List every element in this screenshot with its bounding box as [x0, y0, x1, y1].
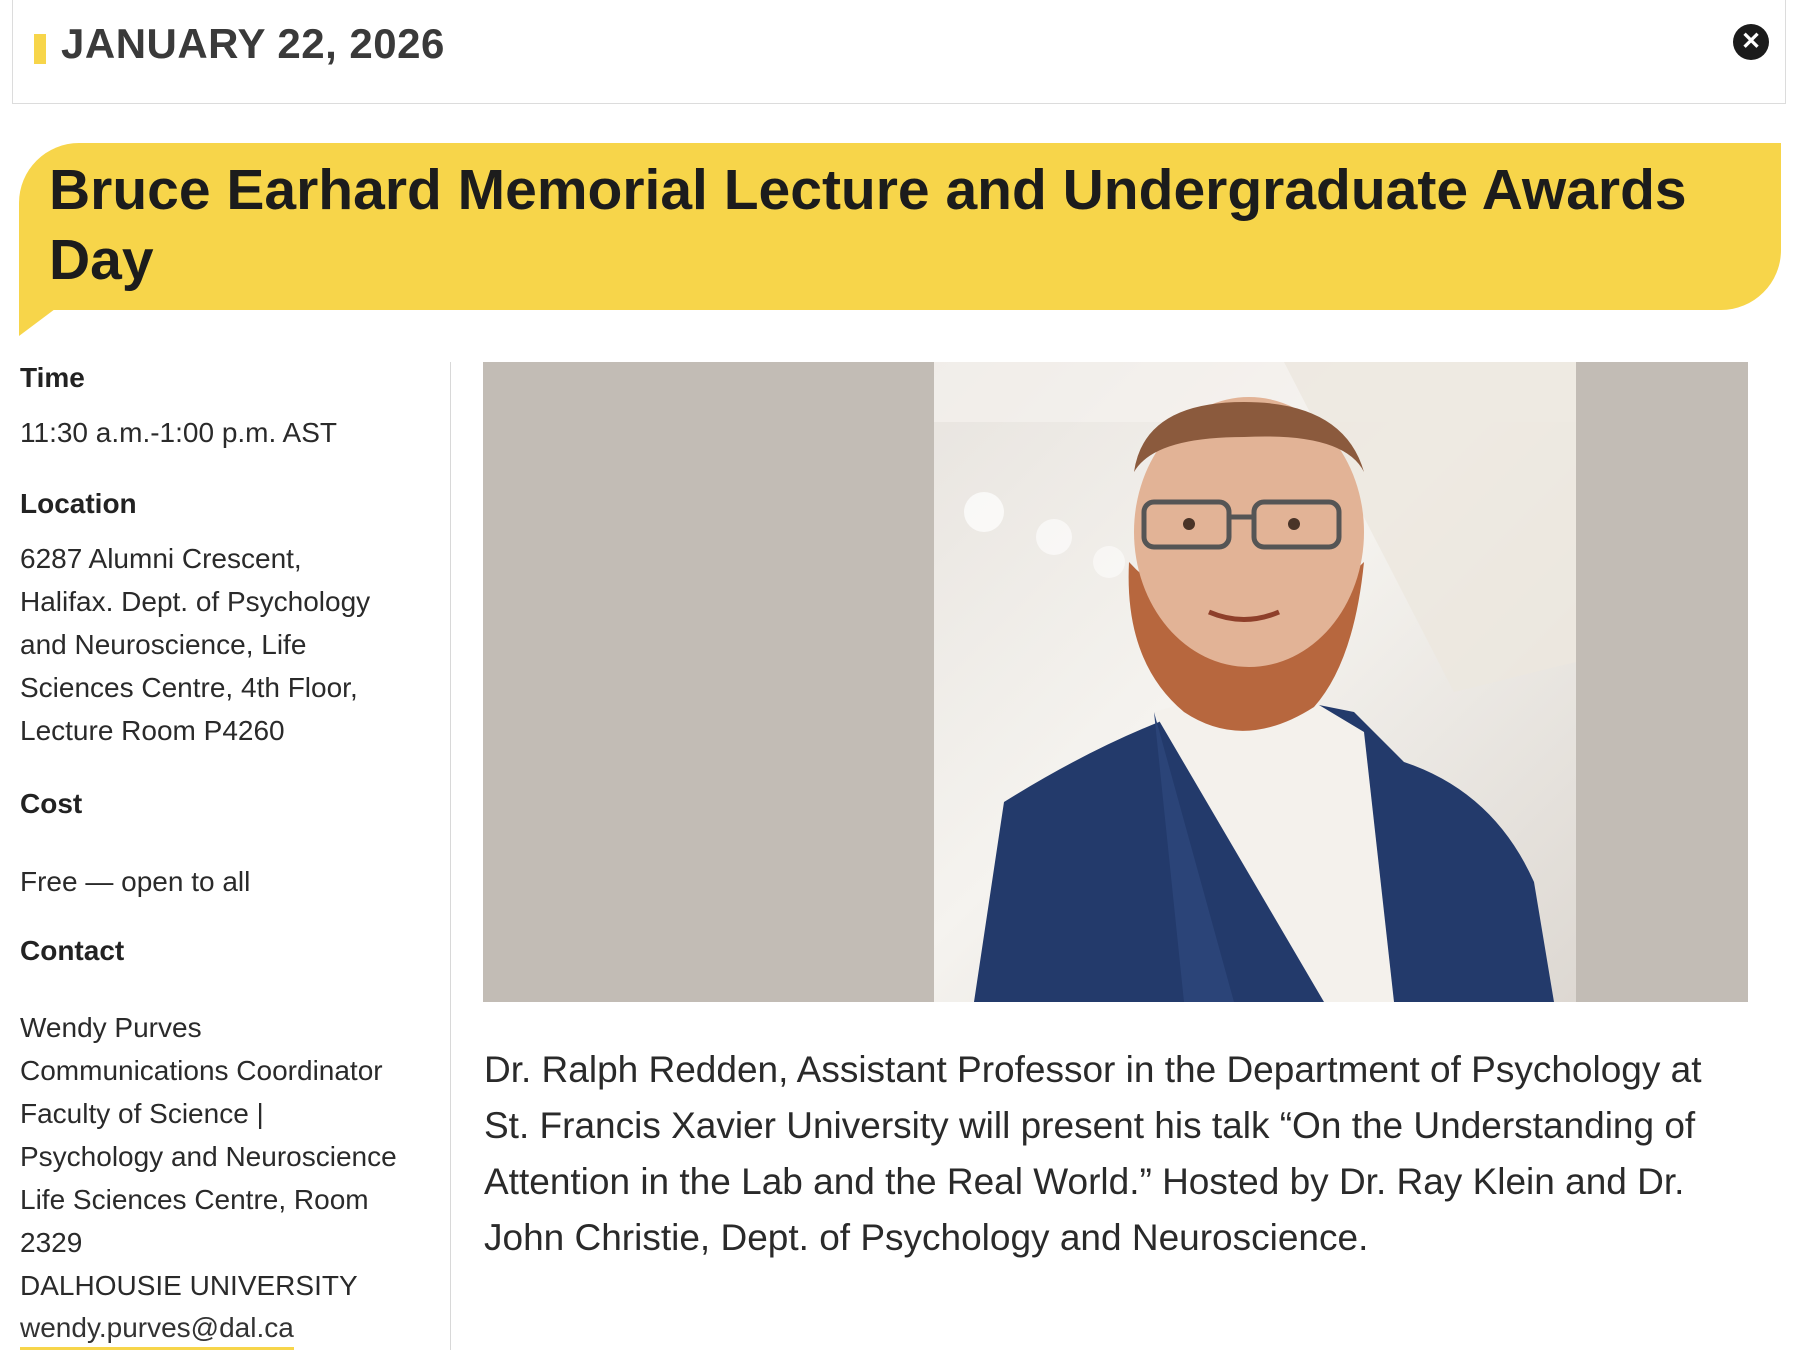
title-banner-tail — [19, 306, 59, 336]
close-icon: ✕ — [1740, 28, 1762, 55]
contact-line: Wendy Purves — [20, 1012, 202, 1043]
contact-line: Communications Coordinator — [20, 1055, 383, 1086]
speaker-photo-frame — [483, 362, 1748, 1002]
contact-label: Contact — [20, 935, 125, 966]
contact-line: Faculty of Science | — [20, 1098, 264, 1129]
event-date: JANUARY 22, 2026 — [61, 20, 445, 67]
contact-line: Psychology and Neuroscience — [20, 1141, 397, 1172]
location-line: 6287 Alumni Crescent, — [20, 543, 302, 574]
location-line: Sciences Centre, 4th Floor, — [20, 672, 358, 703]
contact-line: 2329 — [20, 1227, 83, 1258]
location-value — [20, 537, 370, 752]
close-button[interactable] — [1733, 24, 1769, 60]
location-line: Halifax. Dept. of Psychology — [20, 586, 371, 617]
contact-email-link[interactable]: wendy.purves@dal.ca — [20, 1309, 294, 1350]
location-line: Lecture Room P4260 — [20, 715, 285, 746]
contact-line: DALHOUSIE UNIVERSITY — [20, 1270, 358, 1301]
speaker-portrait-illustration — [934, 362, 1576, 1002]
event-title: Bruce Earhard Memorial Lecture and Undergraduate Awards Day — [49, 158, 1687, 292]
cost-label: Cost — [20, 788, 83, 819]
date-header — [12, 0, 1786, 104]
speaker-photo — [934, 362, 1576, 1002]
event-description: Dr. Ralph Redden, Assistant Professor in the Department of Psychology at St. Francis Xavier University will present his talk “On the Understanding of Attention in the Lab and the Real World.” Hosted by Dr. Ray Klein and Dr. John Christie, Dept. of Psychology and Neuroscience. — [484, 1049, 1702, 1258]
time-label: Time — [20, 362, 85, 393]
location-label: Location — [20, 488, 137, 519]
date-accent-marker — [34, 34, 46, 64]
location-line: and Neuroscience, Life — [20, 629, 307, 660]
cost-value: Free — open to all — [20, 866, 251, 897]
contact-info — [20, 1006, 397, 1307]
column-divider — [450, 362, 451, 1350]
time-value: 11:30 a.m.-1:00 p.m. AST — [20, 417, 337, 448]
contact-line: Life Sciences Centre, Room — [20, 1184, 369, 1215]
